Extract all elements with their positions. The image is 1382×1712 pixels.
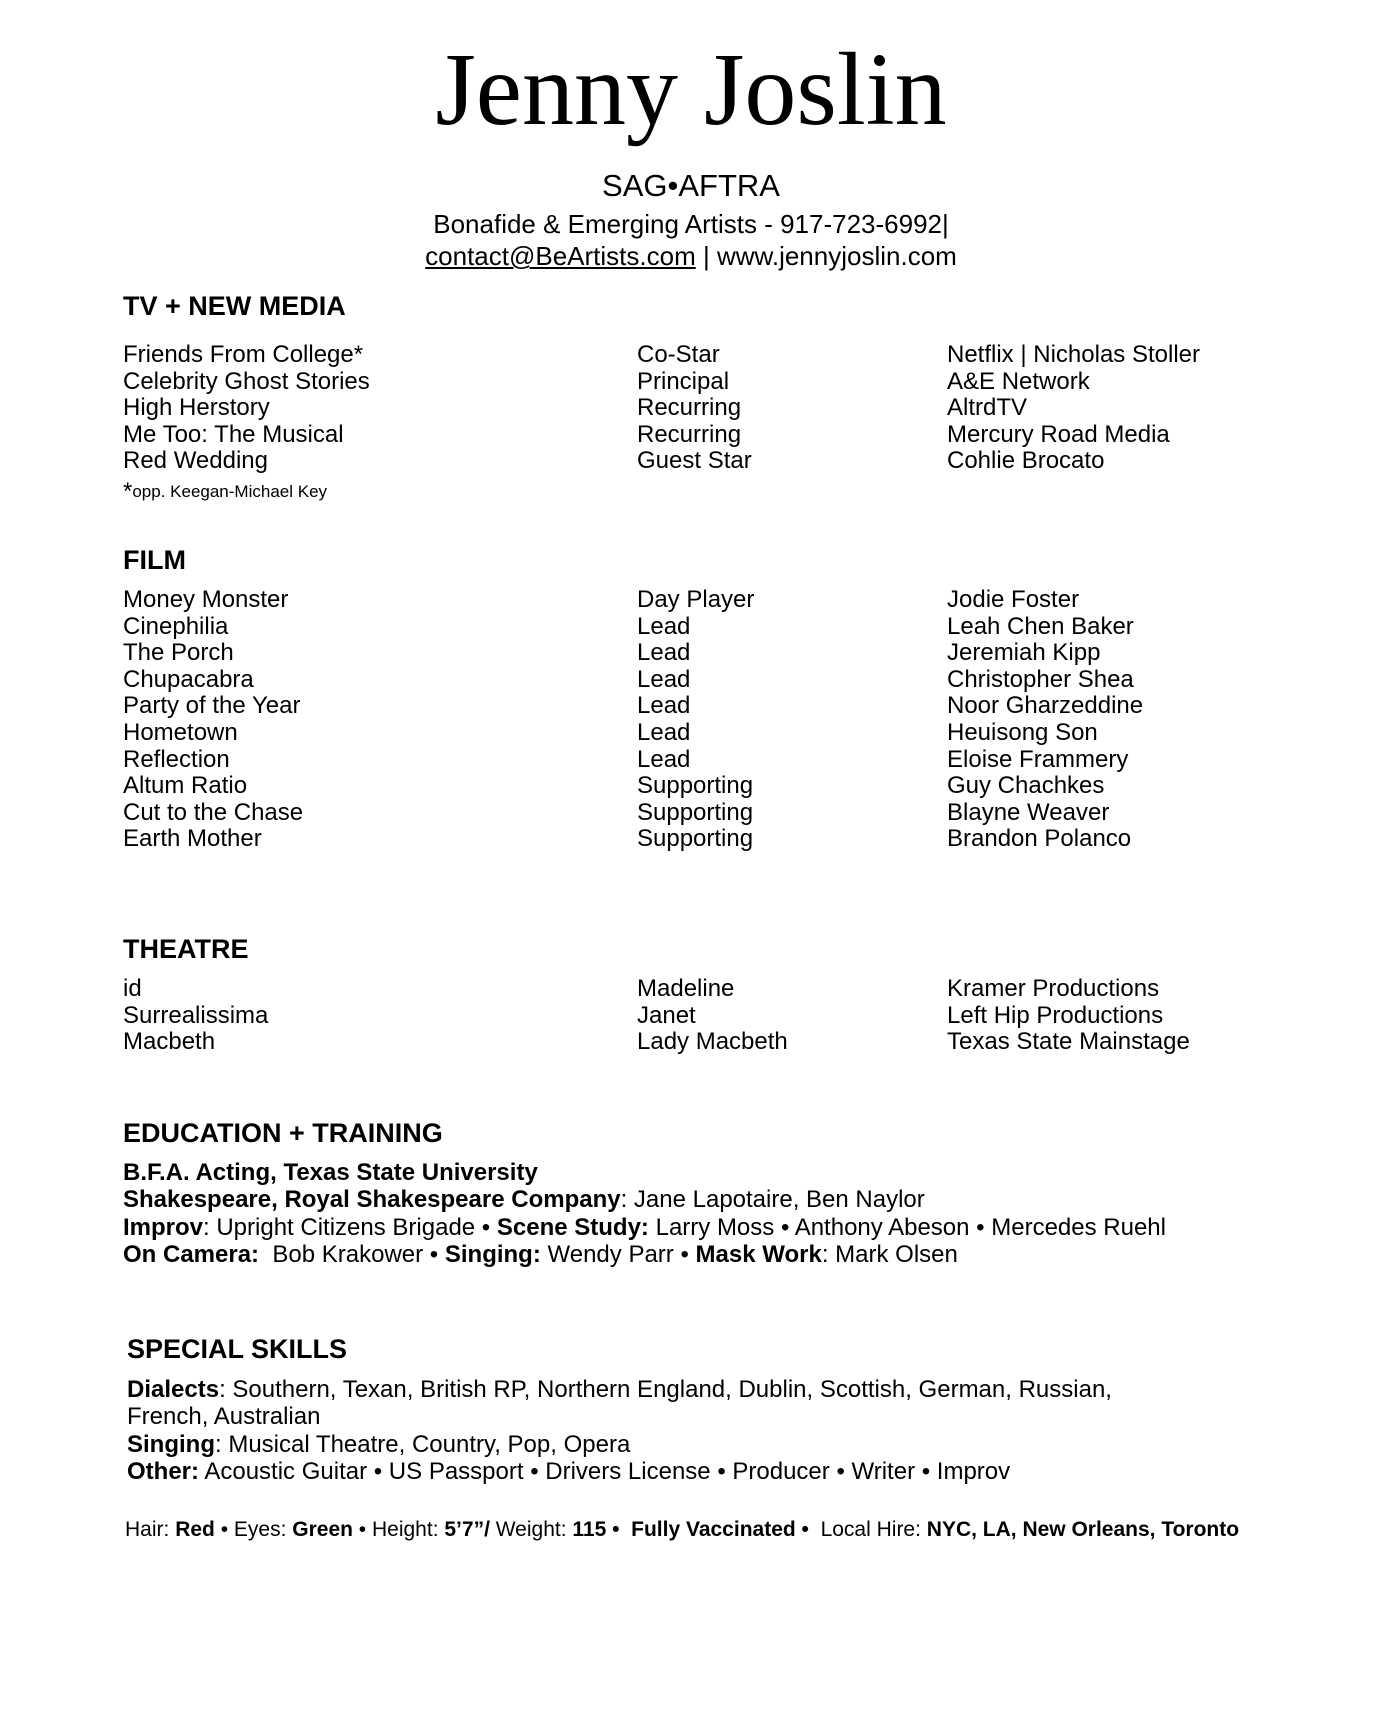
- education-section-title: EDUCATION + TRAINING: [123, 1118, 443, 1148]
- credit-title: Money Monster: [123, 586, 289, 613]
- credit-role: Supporting: [637, 798, 754, 826]
- credit-role: Madeline: [637, 975, 735, 1002]
- credit-producer: Netflix | Nicholas Stoller: [947, 341, 1200, 368]
- eyes-label: • Eyes:: [214, 1518, 293, 1541]
- union-affiliation: SAG•AFTRA: [602, 168, 780, 203]
- credit-row: [123, 747, 1343, 774]
- training-label: Shakespeare, Royal Shakespeare Company: [123, 1186, 621, 1214]
- credit-title: Earth Mother: [123, 825, 262, 853]
- credit-director: Leah Chen Baker: [947, 612, 1134, 640]
- education-line: [123, 1241, 1166, 1268]
- skills-line: [127, 1458, 1112, 1485]
- training-label: On Camera:: [123, 1240, 260, 1268]
- credit-row: [123, 640, 1343, 667]
- training-teachers: : Mark Olsen: [821, 1240, 958, 1268]
- contact-separator: |: [695, 241, 717, 271]
- education-line: [123, 1186, 1166, 1213]
- credit-row: [123, 1029, 1343, 1056]
- credit-role: Guest Star: [637, 447, 752, 475]
- training-label: Mask Work: [695, 1240, 822, 1268]
- training-teachers: Wendy Parr •: [540, 1240, 696, 1268]
- film-credits: [123, 587, 1343, 853]
- credit-role: Supporting: [637, 772, 754, 800]
- credit-role: Lady Macbeth: [637, 1028, 788, 1056]
- credit-role: Lead: [637, 692, 691, 720]
- credit-row: [123, 614, 1343, 641]
- credit-role: Recurring: [637, 420, 742, 448]
- skill-value: : Southern, Texan, British RP, Northern England, Dublin, Scottish, German, Russian,: [219, 1376, 1112, 1403]
- credit-title: Reflection: [123, 745, 230, 773]
- credit-row: [123, 693, 1343, 720]
- skills-section-title: SPECIAL SKILLS: [127, 1334, 348, 1364]
- footnote-star: *: [123, 478, 133, 505]
- training-label: Scene Study:: [496, 1213, 649, 1241]
- credit-title: High Herstory: [123, 394, 270, 422]
- credit-row: [123, 342, 1343, 369]
- credit-row: [123, 422, 1343, 449]
- credit-title: Cut to the Chase: [123, 798, 304, 826]
- credit-role: Lead: [637, 639, 691, 667]
- height-value: 5’7”/: [444, 1518, 490, 1541]
- credit-row: [123, 369, 1343, 396]
- credit-role: Recurring: [637, 394, 742, 422]
- skill-value: : Musical Theatre, Country, Pop, Opera: [214, 1430, 631, 1458]
- credit-row: [123, 773, 1343, 800]
- actor-name: Jenny Joslin: [435, 32, 947, 147]
- credit-row: [123, 587, 1343, 614]
- skills-line: [127, 1431, 1112, 1458]
- credit-producer: A&E Network: [947, 367, 1090, 395]
- credit-title: Altum Ratio: [123, 772, 248, 800]
- credit-title: Friends From College*: [123, 341, 364, 368]
- education-list: [123, 1159, 1166, 1268]
- training-teachers: : Jane Lapotaire, Ben Naylor: [620, 1186, 925, 1214]
- credit-director: Heuisong Son: [947, 718, 1098, 746]
- tv-credits: [123, 342, 1343, 475]
- skills-line: [127, 1376, 1112, 1403]
- credit-role: Day Player: [637, 586, 755, 613]
- physical-stats: [125, 1518, 1239, 1542]
- credit-director: Eloise Frammery: [947, 745, 1129, 773]
- credit-director: Guy Chachkes: [947, 772, 1105, 800]
- credit-title: Surrealissima: [123, 1001, 269, 1029]
- credit-row: [123, 667, 1343, 694]
- credit-role: Lead: [637, 718, 691, 746]
- vaccination-status: • Fully Vaccinated •: [606, 1518, 815, 1541]
- contact-line: [0, 240, 1382, 272]
- education-line: [123, 1214, 1166, 1241]
- credit-director: Christopher Shea: [947, 665, 1134, 693]
- local-hire-value: NYC, LA, New Orleans, Toronto: [926, 1518, 1240, 1541]
- credit-director: Jodie Foster: [947, 586, 1080, 613]
- training-teachers: Larry Moss • Anthony Abeson • Mercedes Ruehl: [648, 1213, 1166, 1241]
- credit-director: Brandon Polanco: [947, 825, 1132, 853]
- credit-title: Macbeth: [123, 1028, 216, 1056]
- credit-producer: Cohlie Brocato: [947, 447, 1105, 475]
- eyes-value: Green: [292, 1518, 353, 1541]
- credit-role: Co-Star: [637, 341, 720, 368]
- website-link[interactable]: www.jennyjoslin.com: [716, 241, 957, 271]
- credit-title: Red Wedding: [123, 447, 268, 475]
- credit-row: [123, 976, 1343, 1003]
- credit-director: Noor Gharzeddine: [947, 692, 1144, 720]
- skill-value: French, Australian: [127, 1403, 321, 1431]
- theatre-section-title: THEATRE: [123, 934, 249, 964]
- credit-role: Lead: [637, 612, 691, 640]
- credit-row: [123, 1003, 1343, 1030]
- credit-row: [123, 448, 1343, 475]
- credit-company: Left Hip Productions: [947, 1001, 1164, 1029]
- hair-label: Hair:: [125, 1518, 176, 1541]
- local-hire-label: Local Hire:: [814, 1518, 927, 1541]
- tv-section-title: TV + NEW MEDIA: [123, 291, 346, 321]
- training-teachers: : Upright Citizens Brigade •: [203, 1213, 497, 1241]
- credit-company: Kramer Productions: [947, 975, 1160, 1002]
- credit-row: [123, 826, 1343, 853]
- credit-title: Hometown: [123, 718, 238, 746]
- credit-title: The Porch: [123, 639, 234, 667]
- email-link[interactable]: contact@BeArtists.com: [425, 241, 696, 271]
- credit-title: Party of the Year: [123, 692, 301, 720]
- theatre-credits: [123, 976, 1343, 1056]
- height-label: • Height:: [352, 1518, 445, 1541]
- training-teachers: Bob Krakower •: [259, 1240, 445, 1268]
- skills-list: [127, 1376, 1112, 1485]
- film-section-title: FILM: [123, 545, 186, 575]
- footnote-text: opp. Keegan-Michael Key: [132, 482, 328, 501]
- credit-role: Supporting: [637, 825, 754, 853]
- training-label: Improv: [123, 1213, 204, 1241]
- credit-role: Principal: [637, 367, 730, 395]
- credit-title: id: [123, 975, 142, 1002]
- agency-contact: Bonafide & Emerging Artists - 917-723-6992|: [433, 209, 949, 239]
- credit-title: Chupacabra: [123, 665, 254, 693]
- credit-role: Lead: [637, 745, 691, 773]
- degree: B.F.A. Acting, Texas State University: [123, 1159, 538, 1186]
- weight-label: Weight:: [489, 1518, 573, 1541]
- credit-row: [123, 720, 1343, 747]
- credit-director: Jeremiah Kipp: [947, 639, 1101, 667]
- skill-label: Dialects: [127, 1376, 220, 1403]
- skills-line: [127, 1403, 1112, 1430]
- credit-title: Cinephilia: [123, 612, 229, 640]
- hair-value: Red: [175, 1518, 215, 1541]
- skill-label: Other:: [127, 1457, 199, 1485]
- credit-company: Texas State Mainstage: [947, 1028, 1190, 1056]
- credit-director: Blayne Weaver: [947, 798, 1110, 826]
- credit-role: Lead: [637, 665, 691, 693]
- credit-title: Celebrity Ghost Stories: [123, 367, 370, 395]
- credit-producer: Mercury Road Media: [947, 420, 1170, 448]
- credit-role: Janet: [637, 1001, 696, 1029]
- credit-title: Me Too: The Musical: [123, 420, 344, 448]
- weight-value: 115: [572, 1518, 607, 1541]
- credit-producer: AltrdTV: [947, 394, 1028, 422]
- training-label: Singing:: [444, 1240, 541, 1268]
- credit-row: [123, 395, 1343, 422]
- credit-row: [123, 800, 1343, 827]
- skill-value: Acoustic Guitar • US Passport • Drivers License • Producer • Writer • Improv: [199, 1457, 1011, 1485]
- tv-footnote: [123, 478, 327, 506]
- skill-label: Singing: [127, 1430, 215, 1458]
- education-line: [123, 1159, 1166, 1186]
